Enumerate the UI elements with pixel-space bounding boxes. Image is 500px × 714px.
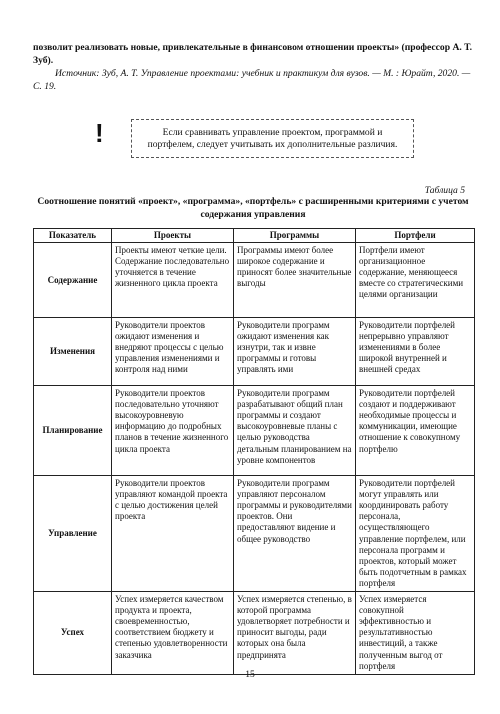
- table-cell: Руководители портфелей могут управлять или координировать работу персонала, осуществляющего управление портфелем, или персонала программ и проектов, который может быть подотчетным в рамках портфеля: [356, 476, 475, 592]
- row-label: Планирование: [34, 386, 112, 476]
- table-cell: Успех измеряется качеством продукта и проекта, своевременностью, соответствием бюджету и степенью удовлетворенности заказчика: [112, 592, 234, 675]
- table-cell: Успех измеряется совокупной эффективностью и результативностью инвестиций, а также полученным выгод от портфеля: [356, 592, 475, 675]
- row-label: Содержание: [34, 243, 112, 318]
- comparison-table: [33, 228, 475, 675]
- table-cell: Руководители программ разрабатывают общий план программы и создают высокоуровневые планы с целью руководства детальным планированием на уровне компонентов: [234, 386, 356, 476]
- page-number: 15: [245, 669, 255, 680]
- table-title: Соотношение понятий «проект», «программа», «портфель» с расширенными критериями с учетом содержания управления: [37, 196, 469, 220]
- table-header-row: [34, 229, 475, 243]
- table-cell: Руководители программ ожидают изменения как изнутри, так и извне программы и готовы управлять ими: [234, 318, 356, 386]
- table-row: [34, 592, 475, 675]
- row-label: Управление: [34, 476, 112, 592]
- table-cell: Программы имеют более широкое содержание и приносят более значительные выгоды: [234, 243, 356, 318]
- table-row: [34, 243, 475, 318]
- header-programs: Программы: [234, 229, 356, 243]
- table-cell: Успех измеряется степенью, в которой программа удовлетворяет потребности и приносит выгоды, ради которых она была предпринята: [234, 592, 356, 675]
- header-indicator: Показатель: [34, 229, 112, 243]
- table-cell: Руководители портфелей непрерывно управляют изменениями в более широкой внутренней и внешней средах: [356, 318, 475, 386]
- table-cell: Руководители программ управляют персоналом программы и руководителями проектов. Они предоставляют видение и общее руководство: [234, 476, 356, 592]
- table-row: [34, 476, 475, 592]
- note-text: Если сравнивать управление проектом, программой и портфелем, следует учитывать их дополнительные различия.: [147, 126, 398, 150]
- table-number: Таблица 5: [424, 185, 465, 196]
- table-cell: Руководители проектов последовательно уточняют высокоуровневую информацию до подробных планов в течение жизненного цикла проекта: [112, 386, 234, 476]
- table-row: [34, 318, 475, 386]
- table-cell: Проекты имеют четкие цели. Содержание последовательно уточняется в течение жизненного цикла проекта: [112, 243, 234, 318]
- row-label: Успех: [34, 592, 112, 675]
- table-cell: Руководители портфелей создают и поддерживают необходимые процессы и коммуникации, имеющие отношение к совокупному портфелю: [356, 386, 475, 476]
- intro-quote: позволит реализовать новые, привлекательные в финансовом отношении проекты» (профессор А. Т. Зуб).: [33, 42, 473, 66]
- row-label: Изменения: [34, 318, 112, 386]
- exclamation-icon: !: [95, 118, 104, 148]
- header-projects: Проекты: [112, 229, 234, 243]
- table-row: [34, 386, 475, 476]
- table-cell: Портфели имеют организационное содержание, меняющееся вместе со стратегическими целями организации: [356, 243, 475, 318]
- table-cell: Руководители проектов ожидают изменения и внедряют процессы с целью управления изменениями и контроля над ними: [112, 318, 234, 386]
- source-citation: Источник: Зуб, А. Т. Управление проектами: учебник и практикум для вузов. — М. : Юрайт, 2020. — С. 19.: [33, 68, 471, 92]
- table-cell: Руководители проектов управляют командой проекта с целью достижения целей проекта: [112, 476, 234, 592]
- header-portfolios: Портфели: [356, 229, 475, 243]
- note-box: [131, 119, 414, 158]
